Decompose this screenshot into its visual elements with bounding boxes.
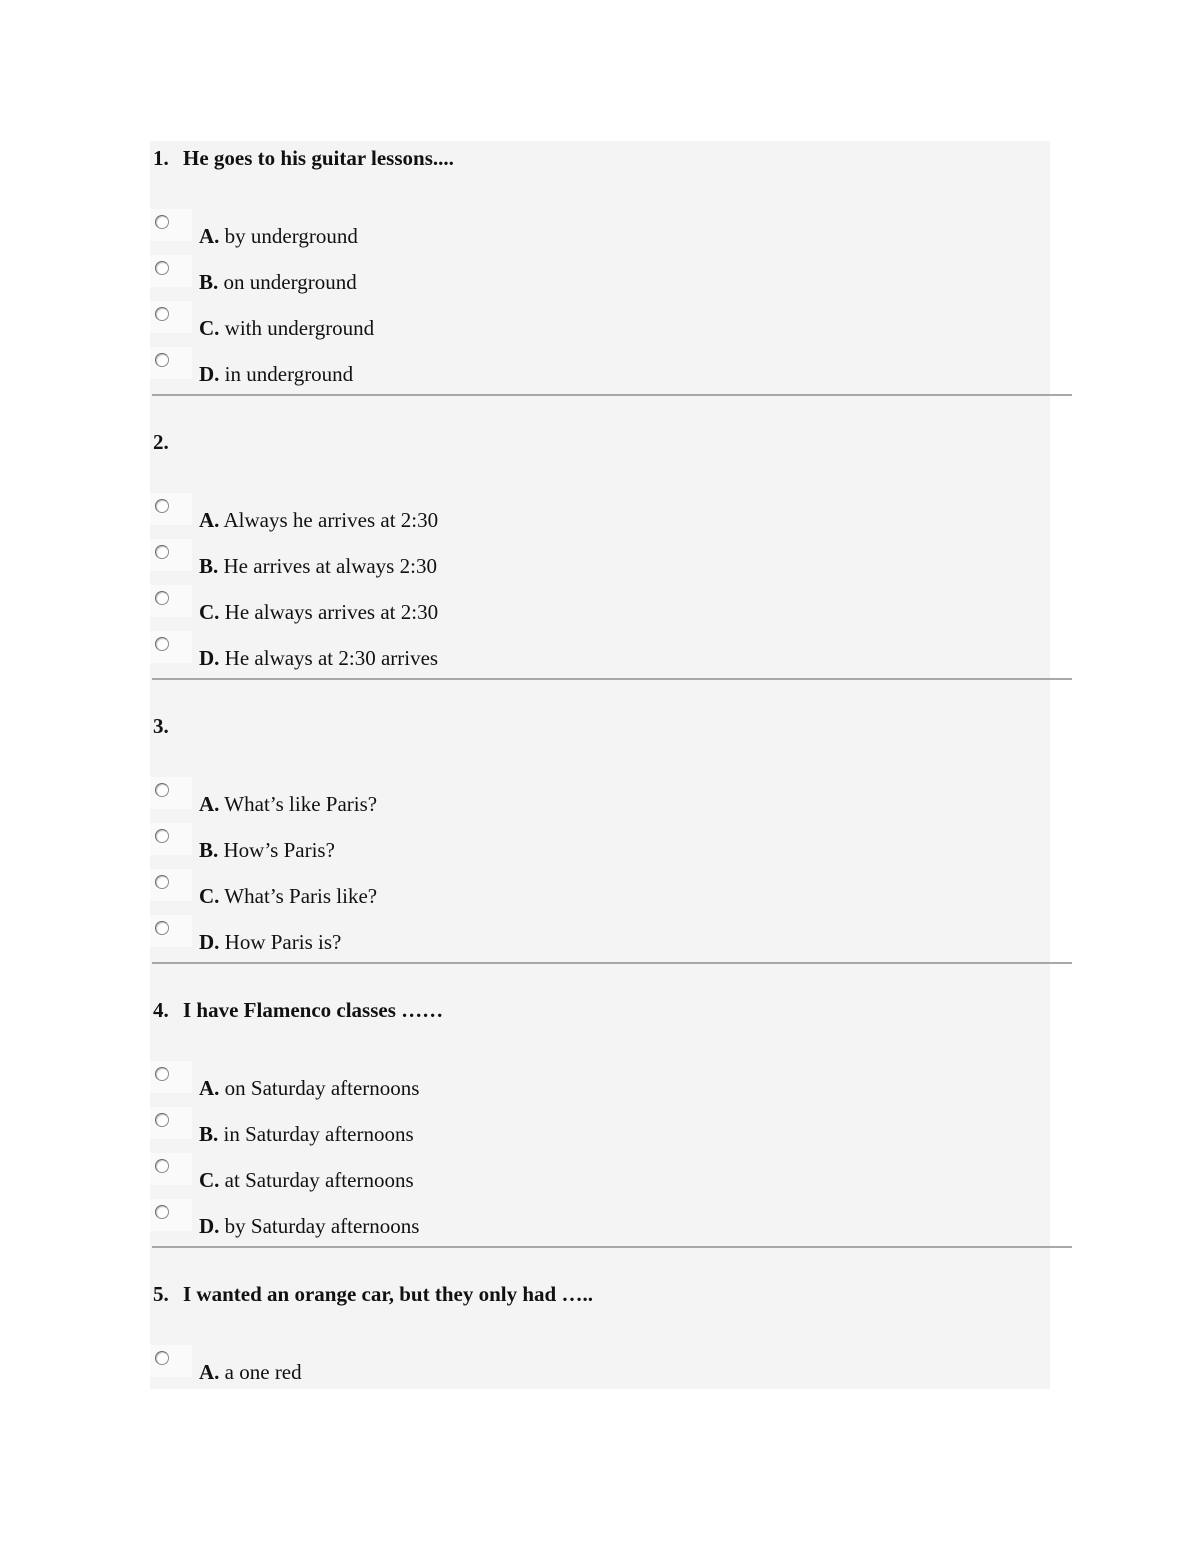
question-title [153,1279,593,1309]
question-title [153,427,183,457]
option-a[interactable] [150,777,750,817]
option-label [199,221,358,251]
option-letter: D. [199,646,220,670]
radio-button[interactable] [155,829,169,843]
radio-cell [150,493,192,525]
radio-button[interactable] [155,545,169,559]
option-text: a one red [224,1360,302,1384]
option-text: by Saturday afternoons [224,1214,420,1238]
radio-cell [150,347,192,379]
option-text: with underground [224,316,375,340]
option-text: What’s like Paris? [224,792,378,816]
option-label [199,1211,419,1241]
option-letter: B. [199,270,219,294]
question-divider [152,962,1072,964]
option-d[interactable] [150,631,750,671]
radio-button[interactable] [155,1067,169,1081]
option-letter: A. [199,224,220,248]
radio-cell [150,869,192,901]
radio-cell [150,301,192,333]
question-number: 2. [153,430,169,454]
radio-button[interactable] [155,921,169,935]
option-letter: C. [199,884,220,908]
radio-button[interactable] [155,637,169,651]
option-a[interactable] [150,493,750,533]
radio-cell [150,823,192,855]
question-divider [152,394,1072,396]
question-divider [152,1246,1072,1248]
option-a[interactable] [150,1345,750,1385]
radio-button[interactable] [155,875,169,889]
option-label [199,643,438,673]
question-title [153,711,183,741]
question-number: 1. [153,146,169,170]
option-letter: D. [199,1214,220,1238]
radio-button[interactable] [155,1113,169,1127]
option-label [199,551,437,581]
radio-button[interactable] [155,499,169,513]
option-letter: A. [199,1360,220,1384]
option-text: on Saturday afternoons [224,1076,420,1100]
option-d[interactable] [150,1199,750,1239]
option-b[interactable] [150,255,750,295]
option-d[interactable] [150,347,750,387]
option-letter: B. [199,838,219,862]
question-number: 4. [153,998,169,1022]
quiz-form [150,141,1050,1389]
option-b[interactable] [150,1107,750,1147]
option-c[interactable] [150,585,750,625]
option-label [199,835,335,865]
option-letter: B. [199,554,219,578]
radio-button[interactable] [155,307,169,321]
option-d[interactable] [150,915,750,955]
question-title [153,143,454,173]
radio-cell [150,1153,192,1185]
option-text: He arrives at always 2:30 [223,554,437,578]
option-a[interactable] [150,1061,750,1101]
question-number: 5. [153,1282,169,1306]
option-label [199,881,377,911]
question-text: I wanted an orange car, but they only had ….. [183,1282,593,1306]
question-text: I have Flamenco classes …… [183,998,444,1022]
option-label [199,1073,419,1103]
option-letter: A. [199,792,220,816]
radio-button[interactable] [155,783,169,797]
question-divider [152,678,1072,680]
option-letter: A. [199,508,220,532]
option-text: Always he arrives at 2:30 [223,508,439,532]
option-label [199,1165,414,1195]
radio-cell [150,631,192,663]
question-text: He goes to his guitar lessons.... [183,146,454,170]
option-letter: D. [199,362,220,386]
option-letter: C. [199,1168,220,1192]
option-label [199,789,377,819]
radio-cell [150,915,192,947]
radio-cell [150,585,192,617]
option-text: by underground [224,224,358,248]
option-label [199,505,438,535]
option-letter: D. [199,930,220,954]
option-a[interactable] [150,209,750,249]
option-label [199,313,374,343]
radio-cell [150,1199,192,1231]
radio-cell [150,777,192,809]
option-b[interactable] [150,539,750,579]
option-label [199,927,341,957]
option-label [199,597,438,627]
radio-button[interactable] [155,591,169,605]
radio-button[interactable] [155,353,169,367]
radio-cell [150,255,192,287]
radio-cell [150,1061,192,1093]
option-c[interactable] [150,301,750,341]
radio-cell [150,539,192,571]
option-text: in underground [224,362,354,386]
radio-button[interactable] [155,1205,169,1219]
option-label [199,1119,414,1149]
radio-cell [150,209,192,241]
radio-button[interactable] [155,1351,169,1365]
option-letter: C. [199,600,220,624]
option-label [199,359,353,389]
option-c[interactable] [150,869,750,909]
question-number: 3. [153,714,169,738]
option-text: on underground [223,270,357,294]
option-c[interactable] [150,1153,750,1193]
option-label [199,267,357,297]
radio-cell [150,1345,192,1377]
option-text: He always at 2:30 arrives [224,646,439,670]
option-label [199,1357,302,1387]
question-title [153,995,443,1025]
option-text: in Saturday afternoons [223,1122,414,1146]
option-letter: B. [199,1122,219,1146]
radio-button[interactable] [155,215,169,229]
option-text: at Saturday afternoons [224,1168,414,1192]
option-text: He always arrives at 2:30 [224,600,439,624]
radio-button[interactable] [155,1159,169,1173]
option-b[interactable] [150,823,750,863]
option-text: What’s Paris like? [224,884,378,908]
option-letter: A. [199,1076,220,1100]
option-letter: C. [199,316,220,340]
radio-button[interactable] [155,261,169,275]
option-text: How’s Paris? [223,838,335,862]
radio-cell [150,1107,192,1139]
option-text: How Paris is? [224,930,342,954]
